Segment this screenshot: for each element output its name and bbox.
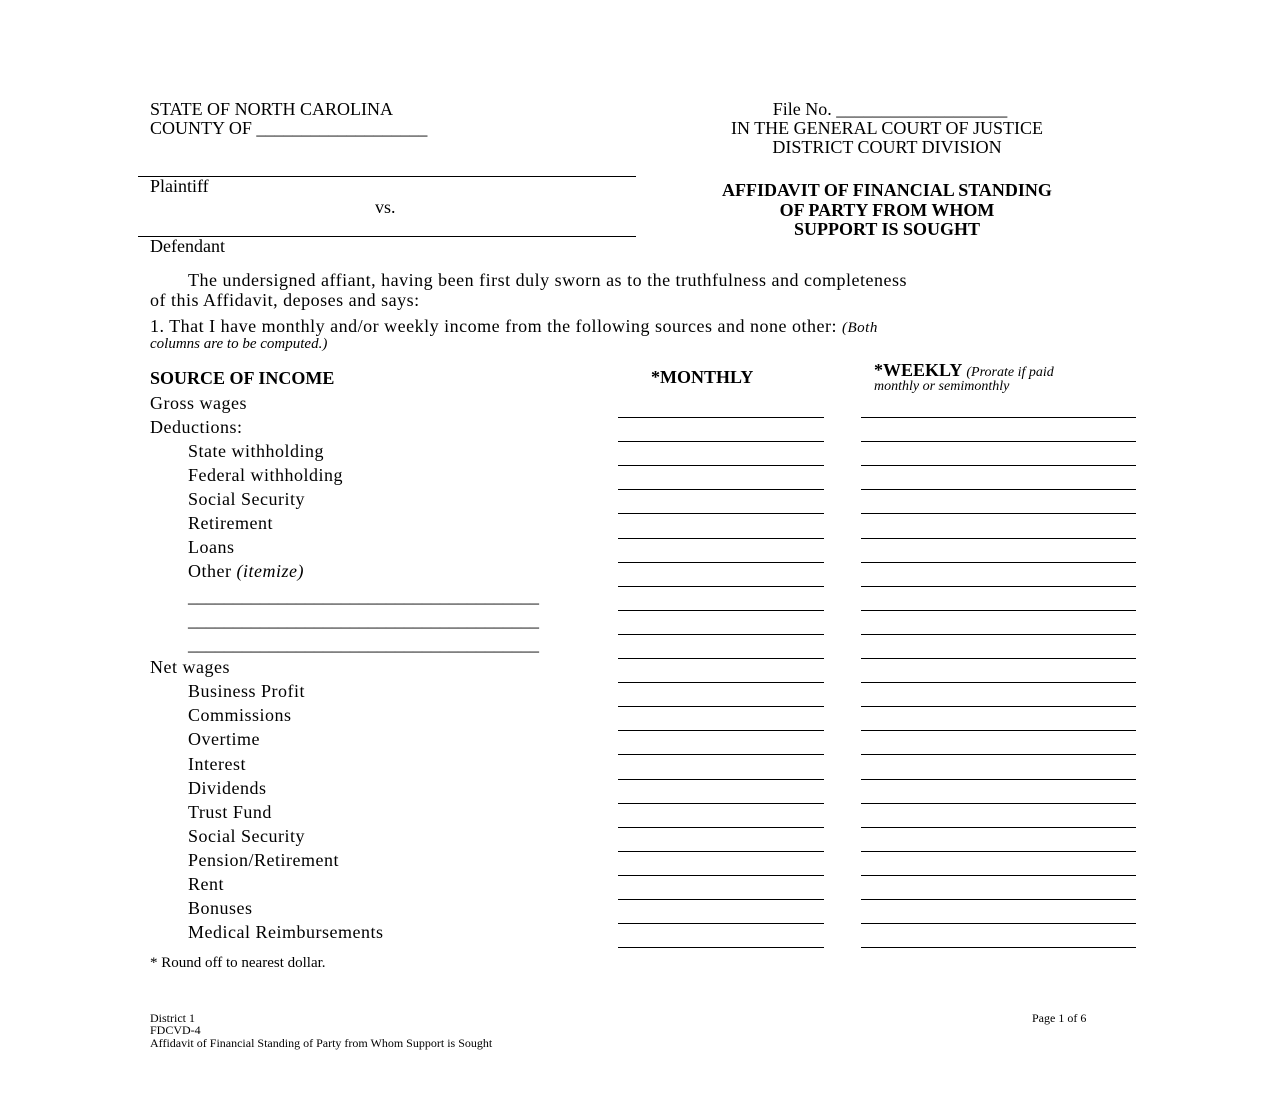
footer-form-number: FDCVD-4 — [150, 1023, 201, 1037]
state-label: STATE OF NORTH CAROLINA — [150, 99, 393, 119]
weekly-entry-line[interactable] — [861, 441, 1136, 442]
weekly-entry-line[interactable] — [861, 923, 1136, 924]
monthly-entry-line[interactable] — [618, 706, 824, 707]
item-1-note-cont: columns are to be computed.) — [150, 336, 328, 352]
weekly-entry-line[interactable] — [861, 658, 1136, 659]
weekly-entry-line[interactable] — [861, 754, 1136, 755]
monthly-entry-line[interactable] — [618, 947, 824, 948]
monthly-entry-line[interactable] — [618, 875, 824, 876]
monthly-entry-line[interactable] — [618, 538, 824, 539]
row-social-security: Social Security — [188, 489, 305, 509]
weekly-entry-line[interactable] — [861, 875, 1136, 876]
monthly-entry-line[interactable] — [618, 827, 824, 828]
weekly-entry-line[interactable] — [861, 682, 1136, 683]
title-line-2: OF PARTY FROM WHOM — [779, 200, 995, 220]
other-blank-3[interactable]: _______________________________________ — [188, 634, 539, 654]
court-name: IN THE GENERAL COURT OF JUSTICE — [730, 118, 1044, 138]
source-header: SOURCE OF INCOME — [150, 368, 335, 388]
row-social-security-2: Social Security — [188, 826, 305, 846]
weekly-entry-line[interactable] — [861, 634, 1136, 635]
monthly-entry-line[interactable] — [618, 513, 824, 514]
weekly-entry-line[interactable] — [861, 803, 1136, 804]
plaintiff-label: Plaintiff — [150, 176, 209, 196]
weekly-entry-line[interactable] — [861, 779, 1136, 780]
court-division: DISTRICT COURT DIVISION — [772, 137, 1002, 157]
weekly-entry-line[interactable] — [861, 706, 1136, 707]
footer-district: District 1 — [150, 1011, 195, 1025]
monthly-entry-line[interactable] — [618, 923, 824, 924]
row-trust-fund: Trust Fund — [188, 802, 272, 822]
row-other-note: (itemize) — [236, 561, 304, 581]
other-blank-1[interactable]: _______________________________________ — [188, 586, 539, 606]
monthly-entry-line[interactable] — [618, 682, 824, 683]
monthly-entry-line[interactable] — [618, 586, 824, 587]
row-deductions: Deductions: — [150, 417, 243, 437]
weekly-header-label: *WEEKLY — [874, 360, 963, 380]
weekly-note: (Prorate if paid — [966, 365, 1054, 380]
monthly-entry-line[interactable] — [618, 489, 824, 490]
weekly-entry-line[interactable] — [861, 465, 1136, 466]
vs-label: vs. — [375, 197, 396, 217]
weekly-entry-line[interactable] — [861, 610, 1136, 611]
monthly-entry-line[interactable] — [618, 803, 824, 804]
other-blank-2[interactable]: _______________________________________ — [188, 610, 539, 630]
footer-form-title: Affidavit of Financial Standing of Party from Whom Support is Sought — [150, 1036, 493, 1050]
item-1-statement: 1. That I have monthly and/or weekly income from the following sources and none other: — [150, 316, 843, 336]
row-commissions: Commissions — [188, 705, 292, 725]
row-federal-withholding: Federal withholding — [188, 465, 343, 485]
row-dividends: Dividends — [188, 778, 267, 798]
weekly-entry-line[interactable] — [861, 827, 1136, 828]
row-other-label: Other — [188, 561, 237, 581]
row-bonuses: Bonuses — [188, 898, 253, 918]
county-field[interactable]: COUNTY OF ___________________ — [150, 118, 428, 138]
monthly-header: *MONTHLY — [651, 367, 754, 387]
file-no-field[interactable]: File No. ___________________ — [772, 99, 1008, 119]
monthly-entry-line[interactable] — [618, 658, 824, 659]
weekly-header — [874, 360, 1054, 381]
weekly-entry-line[interactable] — [861, 538, 1136, 539]
monthly-entry-line[interactable] — [618, 779, 824, 780]
weekly-entry-line[interactable] — [861, 899, 1136, 900]
weekly-entry-line[interactable] — [861, 730, 1136, 731]
footer-page-number: Page 1 of 6 — [1032, 1011, 1087, 1025]
intro-line-2: of this Affidavit, deposes and says: — [150, 290, 420, 310]
monthly-entry-line[interactable] — [618, 441, 824, 442]
monthly-entry-line[interactable] — [618, 899, 824, 900]
title-line-3: SUPPORT IS SOUGHT — [793, 219, 981, 239]
monthly-entry-line[interactable] — [618, 562, 824, 563]
row-medical: Medical Reimbursements — [188, 922, 384, 942]
monthly-entry-line[interactable] — [618, 610, 824, 611]
row-overtime: Overtime — [188, 729, 260, 749]
row-pension: Pension/Retirement — [188, 850, 339, 870]
row-loans: Loans — [188, 537, 235, 557]
title-line-1: AFFIDAVIT OF FINANCIAL STANDING — [722, 180, 1052, 200]
monthly-entry-line[interactable] — [618, 754, 824, 755]
monthly-entry-line[interactable] — [618, 417, 824, 418]
weekly-entry-line[interactable] — [861, 513, 1136, 514]
row-net-wages: Net wages — [150, 657, 230, 677]
row-gross-wages: Gross wages — [150, 393, 247, 413]
monthly-entry-line[interactable] — [618, 465, 824, 466]
defendant-label: Defendant — [150, 236, 225, 256]
rounding-note: * Round off to nearest dollar. — [150, 955, 326, 971]
weekly-note-cont: monthly or semimonthly — [874, 379, 1010, 394]
monthly-entry-line[interactable] — [618, 634, 824, 635]
row-retirement: Retirement — [188, 513, 273, 533]
monthly-entry-line[interactable] — [618, 851, 824, 852]
weekly-entry-line[interactable] — [861, 851, 1136, 852]
row-business-profit: Business Profit — [188, 681, 306, 701]
row-interest: Interest — [188, 754, 246, 774]
plaintiff-line[interactable] — [138, 176, 636, 177]
weekly-entry-line[interactable] — [861, 586, 1136, 587]
intro-line-1: The undersigned affiant, having been first duly sworn as to the truthfulness and completeness — [188, 270, 908, 290]
row-rent: Rent — [188, 874, 224, 894]
item-1-note: (Both — [842, 320, 878, 336]
weekly-entry-line[interactable] — [861, 562, 1136, 563]
weekly-entry-line[interactable] — [861, 947, 1136, 948]
item-1-text — [150, 316, 878, 337]
weekly-entry-line[interactable] — [861, 489, 1136, 490]
weekly-entry-line[interactable] — [861, 417, 1136, 418]
monthly-entry-line[interactable] — [618, 730, 824, 731]
row-other — [188, 561, 304, 582]
row-state-withholding: State withholding — [188, 441, 324, 461]
